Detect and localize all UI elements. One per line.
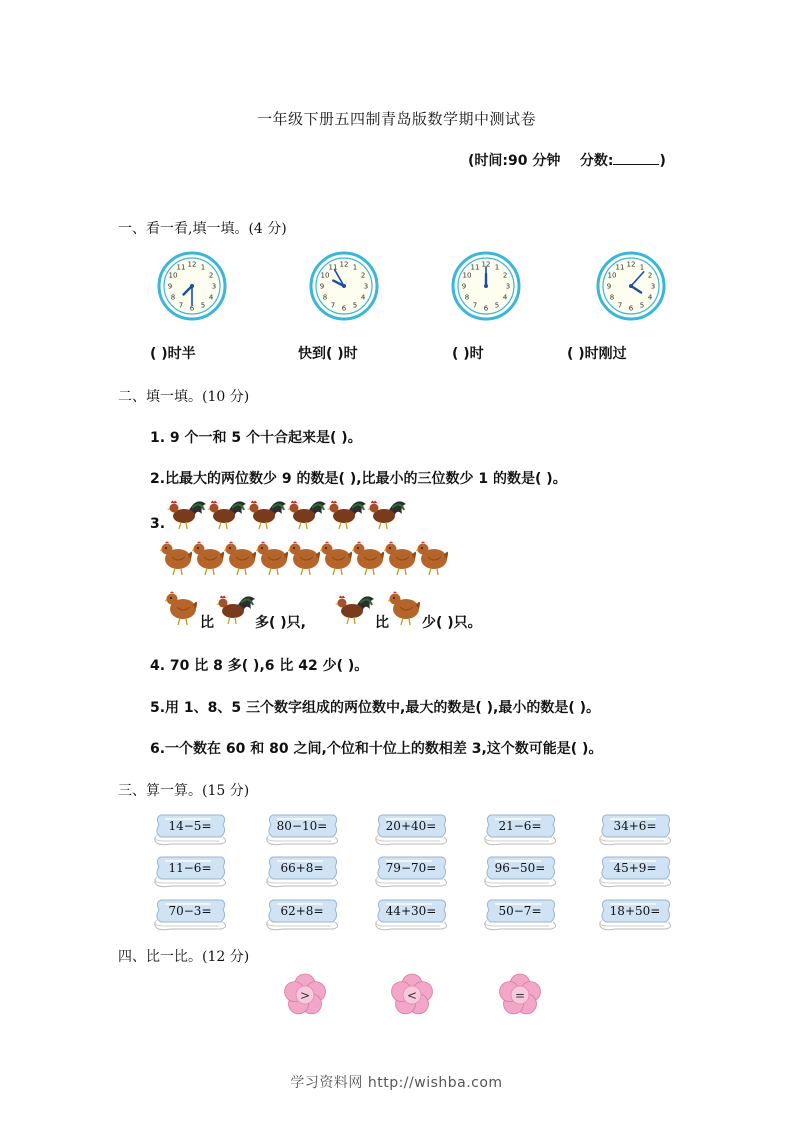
svg-text:3: 3 (505, 282, 511, 291)
svg-text:11: 11 (176, 263, 186, 272)
svg-text:8: 8 (464, 293, 470, 302)
compare-symbol: < (406, 988, 418, 1003)
equation-text: 14−5= (168, 819, 212, 833)
svg-text:1: 1 (352, 263, 358, 272)
svg-text:11: 11 (328, 263, 338, 272)
equation-text: 70−3= (168, 904, 212, 918)
question-1: 1. 9 个一和 5 个十合起来是( )。 (150, 430, 362, 446)
question-6: 6.一个数在 60 和 80 之间,个位和十位上的数相差 3,这个数可能是( )。 (150, 741, 603, 757)
svg-text:6: 6 (628, 304, 634, 313)
clock-3 (451, 251, 521, 321)
compare-symbol: > (299, 988, 311, 1003)
svg-text:11: 11 (470, 263, 480, 272)
rooster-4 (286, 498, 326, 530)
equation-text: 34+6= (613, 819, 657, 833)
rooster-1 (166, 498, 206, 530)
equation-text: 11−6= (168, 861, 212, 875)
svg-text:10: 10 (320, 271, 330, 280)
svg-text:2: 2 (208, 271, 214, 280)
section-2-heading: 二、填一填。(10 分) (118, 389, 250, 405)
equation-text: 20+40= (385, 819, 437, 833)
hen-9 (416, 537, 450, 577)
equation-card[interactable] (481, 811, 559, 847)
question-3-number: 3. (150, 516, 166, 532)
q3-duo: 多( )只, (255, 615, 306, 631)
hen-2 (192, 537, 226, 577)
svg-text:9: 9 (319, 282, 325, 291)
svg-text:4: 4 (360, 293, 366, 302)
svg-text:8: 8 (322, 293, 328, 302)
clock-label-1: ( )时半 (150, 346, 196, 362)
hen-1 (160, 537, 194, 577)
svg-text:9: 9 (167, 282, 173, 291)
clock-label-3: ( )时 (452, 346, 484, 362)
q3-hen-1 (165, 587, 199, 627)
svg-text:7: 7 (178, 301, 184, 310)
page-title: 一年级下册五四制青岛版数学期中测试卷 (256, 110, 536, 128)
svg-text:3: 3 (363, 282, 369, 291)
svg-text:7: 7 (472, 301, 478, 310)
equation-card[interactable] (481, 853, 559, 889)
svg-text:8: 8 (170, 293, 176, 302)
svg-text:5: 5 (352, 301, 358, 310)
q3-bi-1: 比 (200, 615, 214, 631)
svg-text:7: 7 (330, 301, 336, 310)
q3-bi-2: 比 (375, 615, 389, 631)
svg-text:12: 12 (626, 260, 636, 269)
svg-text:9: 9 (461, 282, 467, 291)
equation-card[interactable] (151, 853, 229, 889)
compare-flower-3 (498, 973, 542, 1017)
equation-card[interactable] (263, 853, 341, 889)
equation-text: 80−10= (276, 819, 328, 833)
rooster-5 (326, 498, 366, 530)
equation-card[interactable] (263, 896, 341, 932)
equation-text: 18+50= (609, 904, 661, 918)
q3-rooster-2 (334, 593, 374, 625)
equation-text: 50−7= (498, 904, 542, 918)
q3-shao: 少( )只。 (422, 615, 482, 631)
compare-flower-2 (390, 973, 434, 1017)
equation-text: 96−50= (494, 861, 546, 875)
equation-card[interactable] (151, 896, 229, 932)
svg-text:12: 12 (187, 260, 197, 269)
svg-text:8: 8 (609, 293, 615, 302)
equation-card[interactable] (596, 811, 674, 847)
exam-score-label: 分数: (579, 153, 614, 169)
svg-text:2: 2 (360, 271, 366, 280)
svg-text:5: 5 (200, 301, 206, 310)
svg-text:2: 2 (647, 271, 653, 280)
hen-5 (288, 537, 322, 577)
score-blank[interactable] (613, 152, 659, 165)
svg-text:4: 4 (647, 293, 653, 302)
svg-text:4: 4 (208, 293, 214, 302)
exam-meta-close: ) (659, 153, 666, 169)
svg-text:12: 12 (481, 260, 491, 269)
equation-card[interactable] (263, 811, 341, 847)
svg-text:5: 5 (639, 301, 645, 310)
svg-text:10: 10 (462, 271, 472, 280)
svg-text:1: 1 (639, 263, 645, 272)
section-1-heading: 一、看一看,填一填。(4 分) (118, 221, 287, 237)
rooster-6 (366, 498, 406, 530)
section-3-heading: 三、算一算。(15 分) (118, 783, 250, 799)
svg-text:1: 1 (494, 263, 500, 272)
equation-card[interactable] (596, 853, 674, 889)
clock-4 (596, 251, 666, 321)
exam-meta (468, 150, 666, 170)
equation-card[interactable] (372, 811, 450, 847)
hen-7 (352, 537, 386, 577)
equation-card[interactable] (372, 896, 450, 932)
equation-card[interactable] (596, 896, 674, 932)
equation-text: 62+8= (280, 904, 324, 918)
equation-card[interactable] (481, 896, 559, 932)
svg-text:1: 1 (200, 263, 206, 272)
clock-label-2: 快到( )时 (298, 346, 358, 362)
svg-text:7: 7 (617, 301, 623, 310)
question-2: 2.比最大的两位数少 9 的数是( ),比最小的三位数少 1 的数是( )。 (150, 471, 567, 487)
equation-text: 45+9= (613, 861, 657, 875)
equation-card[interactable] (151, 811, 229, 847)
exam-time: (时间:90 分钟 (468, 153, 561, 169)
svg-text:3: 3 (650, 282, 656, 291)
question-5: 5.用 1、8、5 三个数字组成的两位数中,最大的数是( ),最小的数是( )。 (150, 700, 601, 716)
hen-8 (384, 537, 418, 577)
svg-text:2: 2 (502, 271, 508, 280)
q3-rooster-1 (215, 593, 255, 625)
section-4-heading: 四、比一比。(12 分) (118, 949, 250, 965)
question-4: 4. 70 比 8 多( ),6 比 42 少( )。 (150, 658, 369, 674)
compare-symbol: = (514, 988, 526, 1003)
equation-card[interactable] (372, 853, 450, 889)
svg-text:4: 4 (502, 293, 508, 302)
clock-label-4: ( )时刚过 (567, 346, 627, 362)
svg-text:6: 6 (483, 304, 489, 313)
svg-text:10: 10 (168, 271, 178, 280)
svg-text:10: 10 (607, 271, 617, 280)
svg-text:6: 6 (189, 304, 195, 313)
equation-text: 21−6= (498, 819, 542, 833)
svg-text:6: 6 (341, 304, 347, 313)
rooster-2 (206, 498, 246, 530)
equation-text: 44+30= (385, 904, 437, 918)
svg-text:9: 9 (606, 282, 612, 291)
svg-text:12: 12 (339, 260, 349, 269)
q3-hen-2 (388, 587, 422, 627)
svg-text:11: 11 (615, 263, 625, 272)
footer-watermark: 学习资料网 http://wishba.com (290, 1075, 503, 1091)
compare-flower-1 (283, 973, 327, 1017)
svg-text:3: 3 (211, 282, 217, 291)
clock-2 (309, 251, 379, 321)
clock-1 (157, 251, 227, 321)
hen-3 (224, 537, 258, 577)
svg-text:5: 5 (494, 301, 500, 310)
equation-text: 79−70= (385, 861, 437, 875)
equation-text: 66+8= (280, 861, 324, 875)
hen-4 (256, 537, 290, 577)
hen-6 (320, 537, 354, 577)
rooster-3 (246, 498, 286, 530)
